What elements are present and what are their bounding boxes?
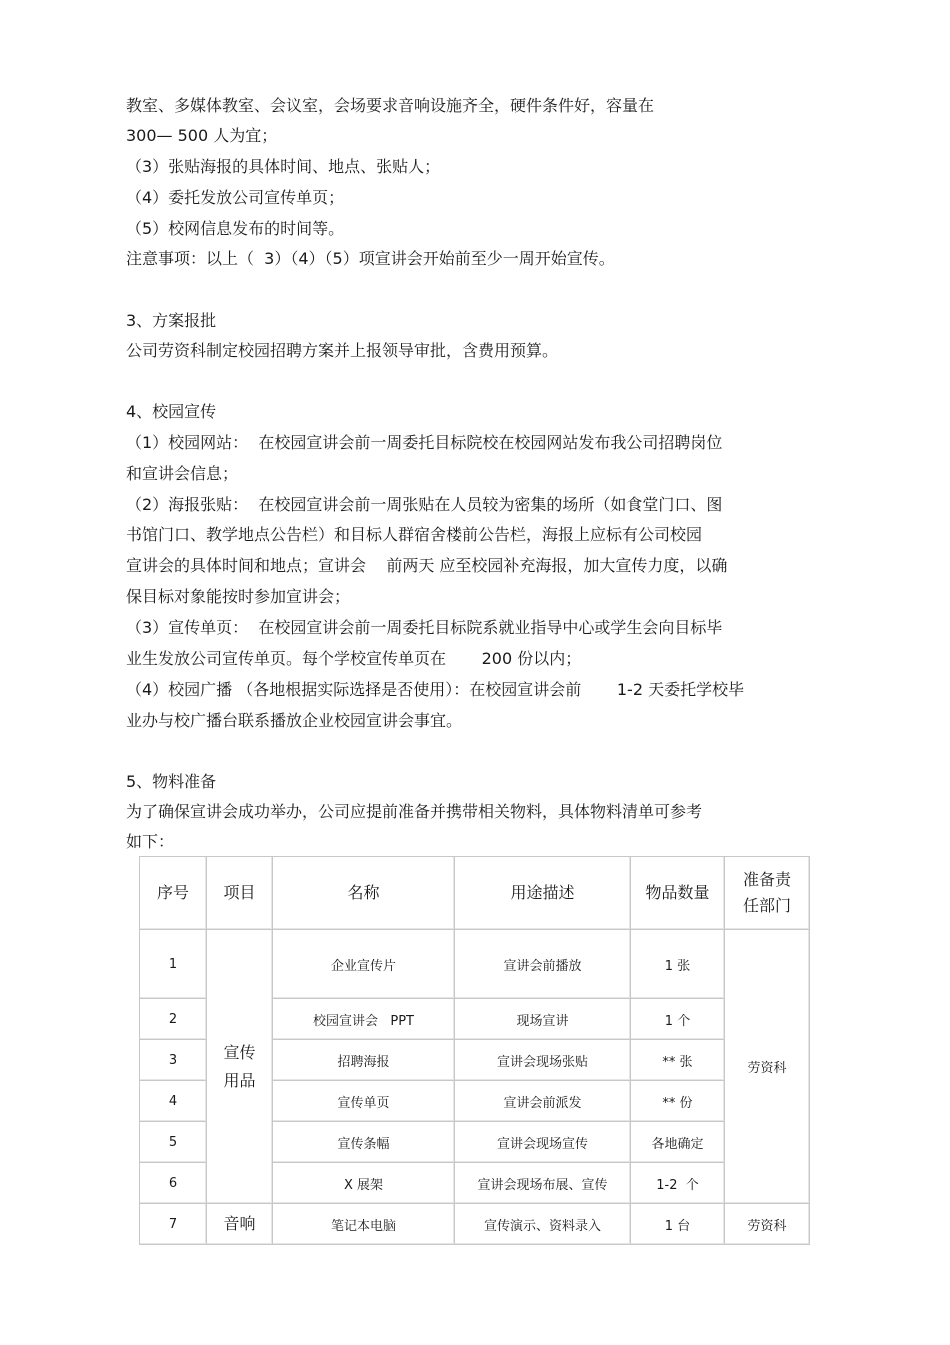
cell-use: 宣讲会现场张贴 [455, 1040, 631, 1081]
cell-no: 2 [140, 999, 207, 1040]
header-use: 用途描述 [455, 857, 631, 930]
cell-no: 5 [140, 1122, 207, 1163]
paragraph-line: 书馆门口、教学地点公告栏）和目标人群宿舍楼前公告栏，海报上应标有公司校园 [126, 525, 703, 544]
paragraph-line: 教室、多媒体教室、会议室，会场要求音响设施齐全，硬件条件好，容量在 [126, 96, 655, 115]
cell-qty: 1 台 [631, 1204, 725, 1245]
section-heading: 5、物料准备 [126, 772, 217, 791]
header-name: 名称 [273, 857, 455, 930]
paragraph-line: 和宣讲会信息； [126, 464, 239, 483]
list-item: （3）宣传单页： 在校园宣讲会前一周委托目标院系就业指导中心或学生会向目标毕 [126, 618, 723, 637]
paragraph-line: 宣讲会的具体时间和地点；宣讲会 前两天 应至校园补充海报，加大宣传力度，以确 [126, 556, 728, 575]
list-item: （4）校园广播 （各地根据实际选择是否使用）：在校园宣讲会前 1-2 天委托学校毕 [126, 680, 745, 699]
list-item: （3）张贴海报的具体时间、地点、张贴人； [126, 157, 441, 176]
materials-table [139, 856, 810, 1245]
list-item: （2）海报张贴： 在校园宣讲会前一周张贴在人员较为密集的场所（如食堂门口、图 [126, 495, 723, 514]
cell-qty: ** 张 [631, 1040, 725, 1081]
cell-name: X 展架 [273, 1163, 455, 1204]
cell-name: 招聘海报 [273, 1040, 455, 1081]
cell-use: 宣传演示、资料录入 [455, 1204, 631, 1245]
cell-name: 宣传单页 [273, 1081, 455, 1122]
header-dept: 准备责 任部门 [725, 857, 810, 930]
cell-use: 宣讲会现场宣传 [455, 1122, 631, 1163]
list-item: （5）校网信息发布的时间等。 [126, 219, 345, 238]
paragraph-line: 保目标对象能按时参加宣讲会； [126, 587, 351, 606]
table-row [140, 1204, 810, 1245]
header-qty: 物品数量 [631, 857, 725, 930]
paragraph-line: 业办与校广播台联系播放企业校园宣讲会事宜。 [126, 711, 463, 730]
cell-qty: 1 个 [631, 999, 725, 1040]
cell-name: 笔记本电脑 [273, 1204, 455, 1245]
cell-qty: 各地确定 [631, 1122, 725, 1163]
cell-use: 现场宣讲 [455, 999, 631, 1040]
cell-no: 4 [140, 1081, 207, 1122]
cell-no: 1 [140, 930, 207, 999]
paragraph-line: 为了确保宣讲会成功举办，公司应提前准备并携带相关物料，具体物料清单可参考 [126, 802, 703, 821]
cell-name: 校园宣讲会 PPT [273, 999, 455, 1040]
list-item: （1）校园网站： 在校园宣讲会前一周委托目标院校在校园网站发布我公司招聘岗位 [126, 433, 723, 452]
cell-use: 宣讲会现场布展、宣传 [455, 1163, 631, 1204]
paragraph-line: 业生发放公司宣传单页。每个学校宣传单页在 200 份以内； [126, 649, 582, 668]
cell-qty: 1-2 个 [631, 1163, 725, 1204]
cell-no: 3 [140, 1040, 207, 1081]
table-row [140, 930, 810, 999]
paragraph-line: 300— 500 人为宜； [126, 126, 278, 145]
cell-qty: ** 份 [631, 1081, 725, 1122]
cell-qty: 1 张 [631, 930, 725, 999]
header-no: 序号 [140, 857, 207, 930]
paragraph-line: 如下： [126, 832, 175, 851]
section-heading: 3、方案报批 [126, 311, 217, 330]
cell-group-audio: 音响 [207, 1204, 273, 1245]
cell-name: 宣传条幅 [273, 1122, 455, 1163]
cell-use: 宣讲会前播放 [455, 930, 631, 999]
header-item: 项目 [207, 857, 273, 930]
cell-dept: 劳资科 [725, 930, 810, 1204]
note-line: 注意事项：以上（ 3）（4）（5）项宣讲会开始前至少一周开始宣传。 [126, 249, 615, 268]
cell-name: 企业宣传片 [273, 930, 455, 999]
cell-dept: 劳资科 [725, 1204, 810, 1245]
cell-no: 7 [140, 1204, 207, 1245]
table-header-row [140, 857, 810, 930]
cell-use: 宣讲会前派发 [455, 1081, 631, 1122]
cell-group-promo: 宣传 用品 [207, 930, 273, 1204]
paragraph-line: 公司劳资科制定校园招聘方案并上报领导审批，含费用预算。 [126, 341, 559, 360]
section-heading: 4、校园宣传 [126, 402, 217, 421]
cell-no: 6 [140, 1163, 207, 1204]
list-item: （4）委托发放公司宣传单页； [126, 188, 345, 207]
